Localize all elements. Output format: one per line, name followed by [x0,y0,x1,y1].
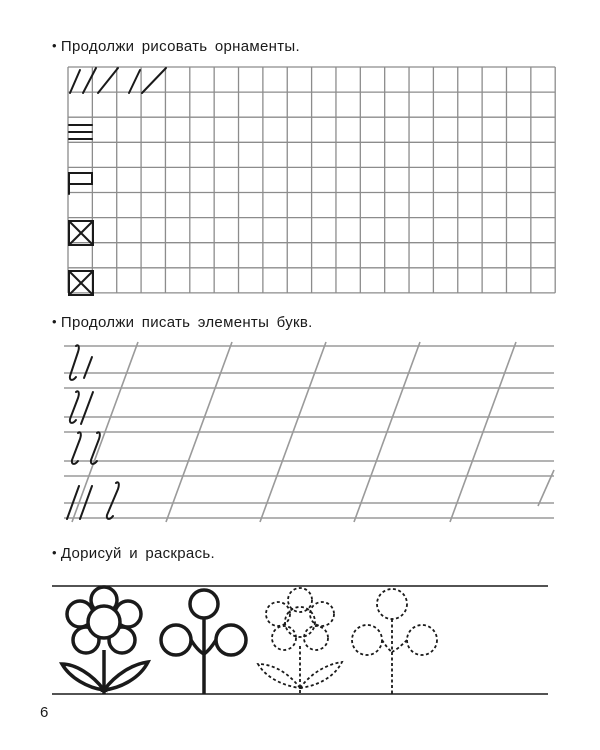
left-bloom [352,625,382,655]
handwriting-guides[interactable] [64,342,554,522]
dashed-daisy-flower [258,588,342,694]
petal [272,626,296,650]
branch [204,640,216,654]
top-bloom [190,590,218,618]
letter-slant-stroke [84,357,92,378]
task-3-text: Дорисуй и раскрась. [60,545,215,562]
ornament-samples [69,68,166,295]
task-1-text: Продолжи рисовать орнаменты. [60,38,300,55]
ornament-flag [69,173,92,184]
petal [288,588,312,612]
petal [304,626,328,650]
right-bloom [216,625,246,655]
letter-loop-stroke [70,391,79,423]
petal [266,602,290,626]
branch [382,640,392,652]
branch [191,640,204,654]
ornament-stroke [70,70,80,93]
petal [310,602,334,626]
task-2-text: Продолжи писать элементы букв. [60,314,313,331]
leaf [258,664,300,688]
dashed-three-balloons-flower [352,589,437,694]
ornament-stroke [142,68,166,93]
letter-loop-stroke [107,482,119,519]
right-bloom [407,625,437,655]
letter-hook-stroke [81,392,93,424]
leaf [300,662,342,688]
leaf [104,662,148,690]
left-bloom [161,625,191,655]
letter-loop-stroke [72,432,81,464]
flower-center [88,606,120,638]
solid-daisy-flower [62,587,148,694]
ornament-stroke [98,68,118,93]
ornament-stroke [129,70,140,93]
ornament-grid[interactable] [68,67,555,293]
page-number: 6 [40,704,49,721]
solid-three-balloons-flower [161,590,246,694]
bullet: • [52,545,57,560]
letter-loop-stroke [70,345,79,380]
bullet: • [52,38,57,53]
ornament-stroke [83,68,96,93]
leaf [62,664,104,690]
top-bloom [377,589,407,619]
branch [392,640,407,652]
bullet: • [52,314,57,329]
